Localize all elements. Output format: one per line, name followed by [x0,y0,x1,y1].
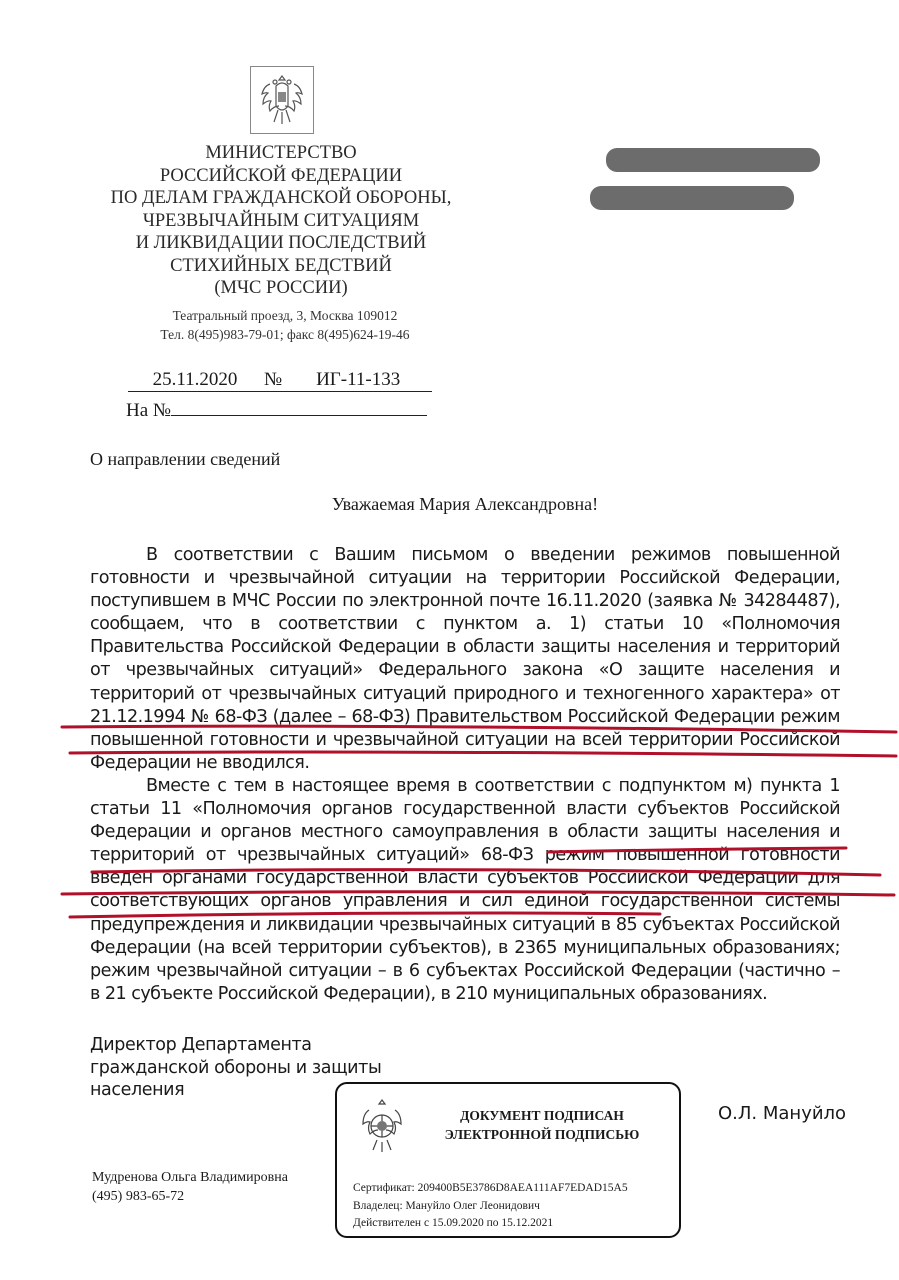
stamp-heading [415,1106,669,1144]
signer-name: О.Л. Мануйло [718,1103,847,1124]
document-date: 25.11.2020 [128,369,262,392]
ministry-line: СТИХИЙНЫХ БЕДСТВИЙ [170,255,392,276]
redacted-addressee-line-1 [606,148,820,172]
registration-line [128,369,432,392]
ministry-name [90,142,472,300]
stamp-details [353,1180,628,1233]
signatory-title-line: гражданской обороны и защиты [90,1057,382,1078]
ministry-line: МИНИСТЕРСТВО [205,143,357,163]
letter-subject: О направлении сведений [90,449,281,469]
signatory-title-line: населения [90,1080,185,1100]
ministry-line: (МЧС РОССИИ) [214,278,348,298]
certificate-number: Сертификат: 209400B5E3786D8AEA111AF7EDAD15A5 [353,1182,628,1194]
emercom-emblem-icon [359,1096,405,1154]
salutation: Уважаемая Мария Александровна! [331,494,599,514]
stamp-heading-line: ЭЛЕКТРОННОЙ ПОДПИСЬЮ [444,1127,640,1142]
reply-reference-line [126,397,427,422]
number-sign: № [264,369,283,390]
redacted-addressee-line-2 [590,186,794,210]
ministry-line: ПО ДЕЛАМ ГРАЖДАНСКОЙ ОБОРОНЫ, [110,188,452,208]
signatory-title-line: Директор Департамента [90,1035,312,1055]
ministry-line: РОССИЙСКОЙ ФЕДЕРАЦИИ [159,165,403,186]
phone-line: Тел. 8(495)983-79-01; факс 8(495)624-19-46 [160,327,410,342]
ministry-line: И ЛИКВИДАЦИИ ПОСЛЕДСТВИЙ [135,233,427,253]
ministry-line: ЧРЕЗВЫЧАЙНЫМ СИТУАЦИЯМ [142,210,420,231]
body-paragraph: В соответствии с Вашим письмом о введении режимов повышенной готовности и чрезвычайной ситуации на территории Российской Федерации, поступившем в МЧС России по электронной почте 16.11.2020 (заявка № 34284487), сообщаем, что в соответствии с пунктом а. 1) статьи 10 «Полномочия Правительства Российской Федерации в области защиты населения и территорий от чрезвычайных ситуаций» Федерального закона «О защите населения и территорий от чрезвычайных ситуаций природного и техногенного характера» от 21.12.1994 № 68-ФЗ (далее – 68-ФЗ) Правительством Российской Федерации режим повышенной готовности и чрезвычайной ситуации на всей территории Российской Федерации не вводился. [90,545,840,773]
certificate-validity: Действителен с 15.09.2020 по 15.12.2021 [353,1217,554,1229]
executor-name: Мудренова Ольга Владимировна [92,1170,288,1185]
certificate-owner: Владелец: Мануйло Олег Леонидович [353,1199,540,1212]
coat-of-arms-icon [250,66,314,134]
ministry-address [120,306,450,344]
stamp-heading-line: ДОКУМЕНТ ПОДПИСАН [460,1108,624,1123]
body-paragraph: Вместе с тем в настоящее время в соответствии с подпунктом м) пункта 1 статьи 11 «Полномочия органов государственной власти субъектов Российской Федерации и органов местного самоуправления в области защиты населения и территорий от чрезвычайных ситуаций» 68-ФЗ режим повышенной готовности введен органами государственной власти субъектов Российской Федерации для соответствующих органов управления и сил единой государственной системы предупреждения и ликвидации чрезвычайных ситуаций в 85 субъектах Российской Федерации (на всей территории субъектов), в 2365 муниципальных образованиях; режим чрезвычайной ситуации – в 6 субъектах Российской Федерации (частично – в 21 субъекте Российской Федерации), в 210 муниципальных образованиях. [90,775,840,1004]
reply-number-blank [171,397,427,416]
letter-body [90,544,840,1006]
address-line: Театральный проезд, 3, Москва 109012 [172,308,398,323]
reply-label: На № [126,400,172,421]
document-number: ИГ-11-133 [284,369,432,392]
executor-info [92,1168,288,1206]
executor-phone: (495) 983-65-72 [92,1189,185,1204]
electronic-signature-stamp [335,1082,681,1238]
